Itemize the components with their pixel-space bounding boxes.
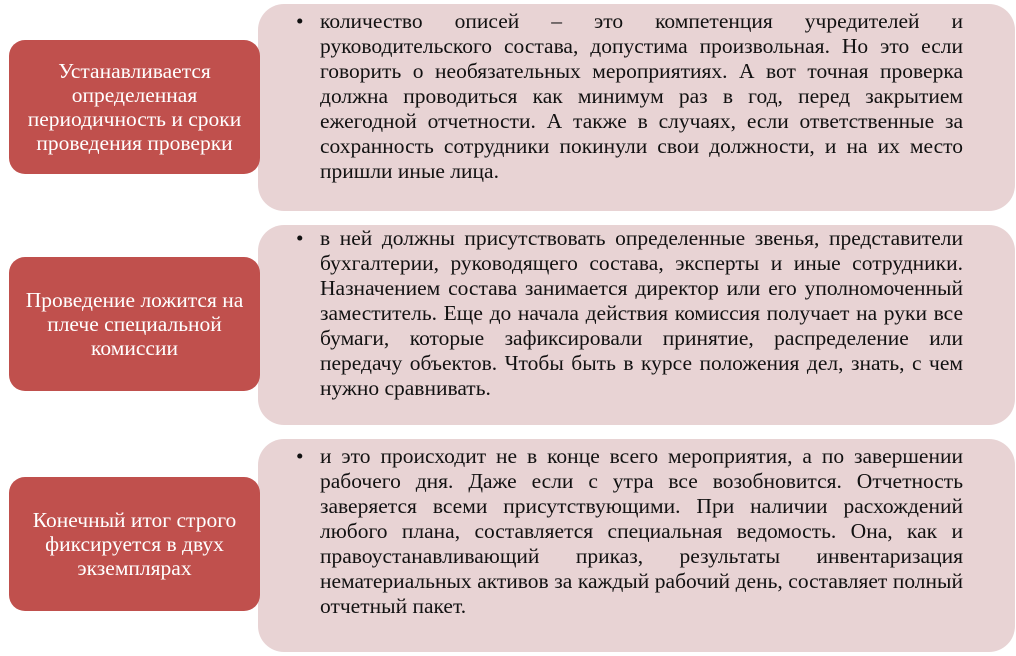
bullet-text-3: и это происходит не в конце всего мероприятия, а по завершении рабочего дня. Даже если с утра все возобновится. Отчетность заверяется всеми присутствующими. При наличии расхождений любого плана, составляется специальная ведомость. Она, как и правоустанавливающий приказ, результаты инвентаризация нематериальных активов за каждый рабочий день, составляет полный отчетный пакет. — [320, 444, 963, 618]
bullet-list-1 — [296, 9, 963, 184]
bullet-list-3 — [296, 444, 963, 619]
bullet-list-2 — [296, 226, 963, 401]
label-text-2: Проведение ложится на плече специальной комиссии — [25, 288, 244, 360]
bullet-item-3 — [296, 444, 963, 619]
bullet-text-1: количество описей – это компетенция учредителей и руководительского состава, допустима произвольная. Но это если говорить о необязательных мероприятиях. А вот точная проверка должна проводиться как минимум раз в год, перед закрытием ежегодной отчетности. А также в случаях, если ответственные за сохранность сотрудники покинули свои должности, и на их место пришли иные лица. — [320, 9, 963, 183]
bullet-item-2 — [296, 226, 963, 401]
label-box-1 — [9, 40, 260, 174]
bullet-text-2: в ней должны присутствовать определенные звенья, представители бухгалтерии, руководящего состава, эксперты и иные сотрудники. Назначением состава занимается директор или его уполномоченный заместитель. Еще до начала действия комиссия получает на руки все бумаги, которые зафиксировали принятие, распределение или передачу объектов. Чтобы быть в курсе положения дел, знать, с чем нужно сравнивать. — [320, 226, 963, 400]
label-box-2 — [9, 257, 260, 391]
label-box-3 — [9, 477, 260, 611]
text-panel-1 — [258, 4, 1015, 211]
label-text-1: Устанавливается определенная периодичность и сроки проведения проверки — [27, 59, 242, 155]
bullet-icon: • — [296, 444, 304, 468]
label-text-3: Конечный итог строго фиксируется в двух экземплярах — [32, 508, 237, 580]
bullet-icon: • — [296, 226, 304, 250]
text-panel-2 — [258, 225, 1015, 425]
bullet-item-1 — [296, 9, 963, 184]
text-panel-3 — [258, 439, 1015, 652]
bullet-icon: • — [296, 9, 304, 33]
